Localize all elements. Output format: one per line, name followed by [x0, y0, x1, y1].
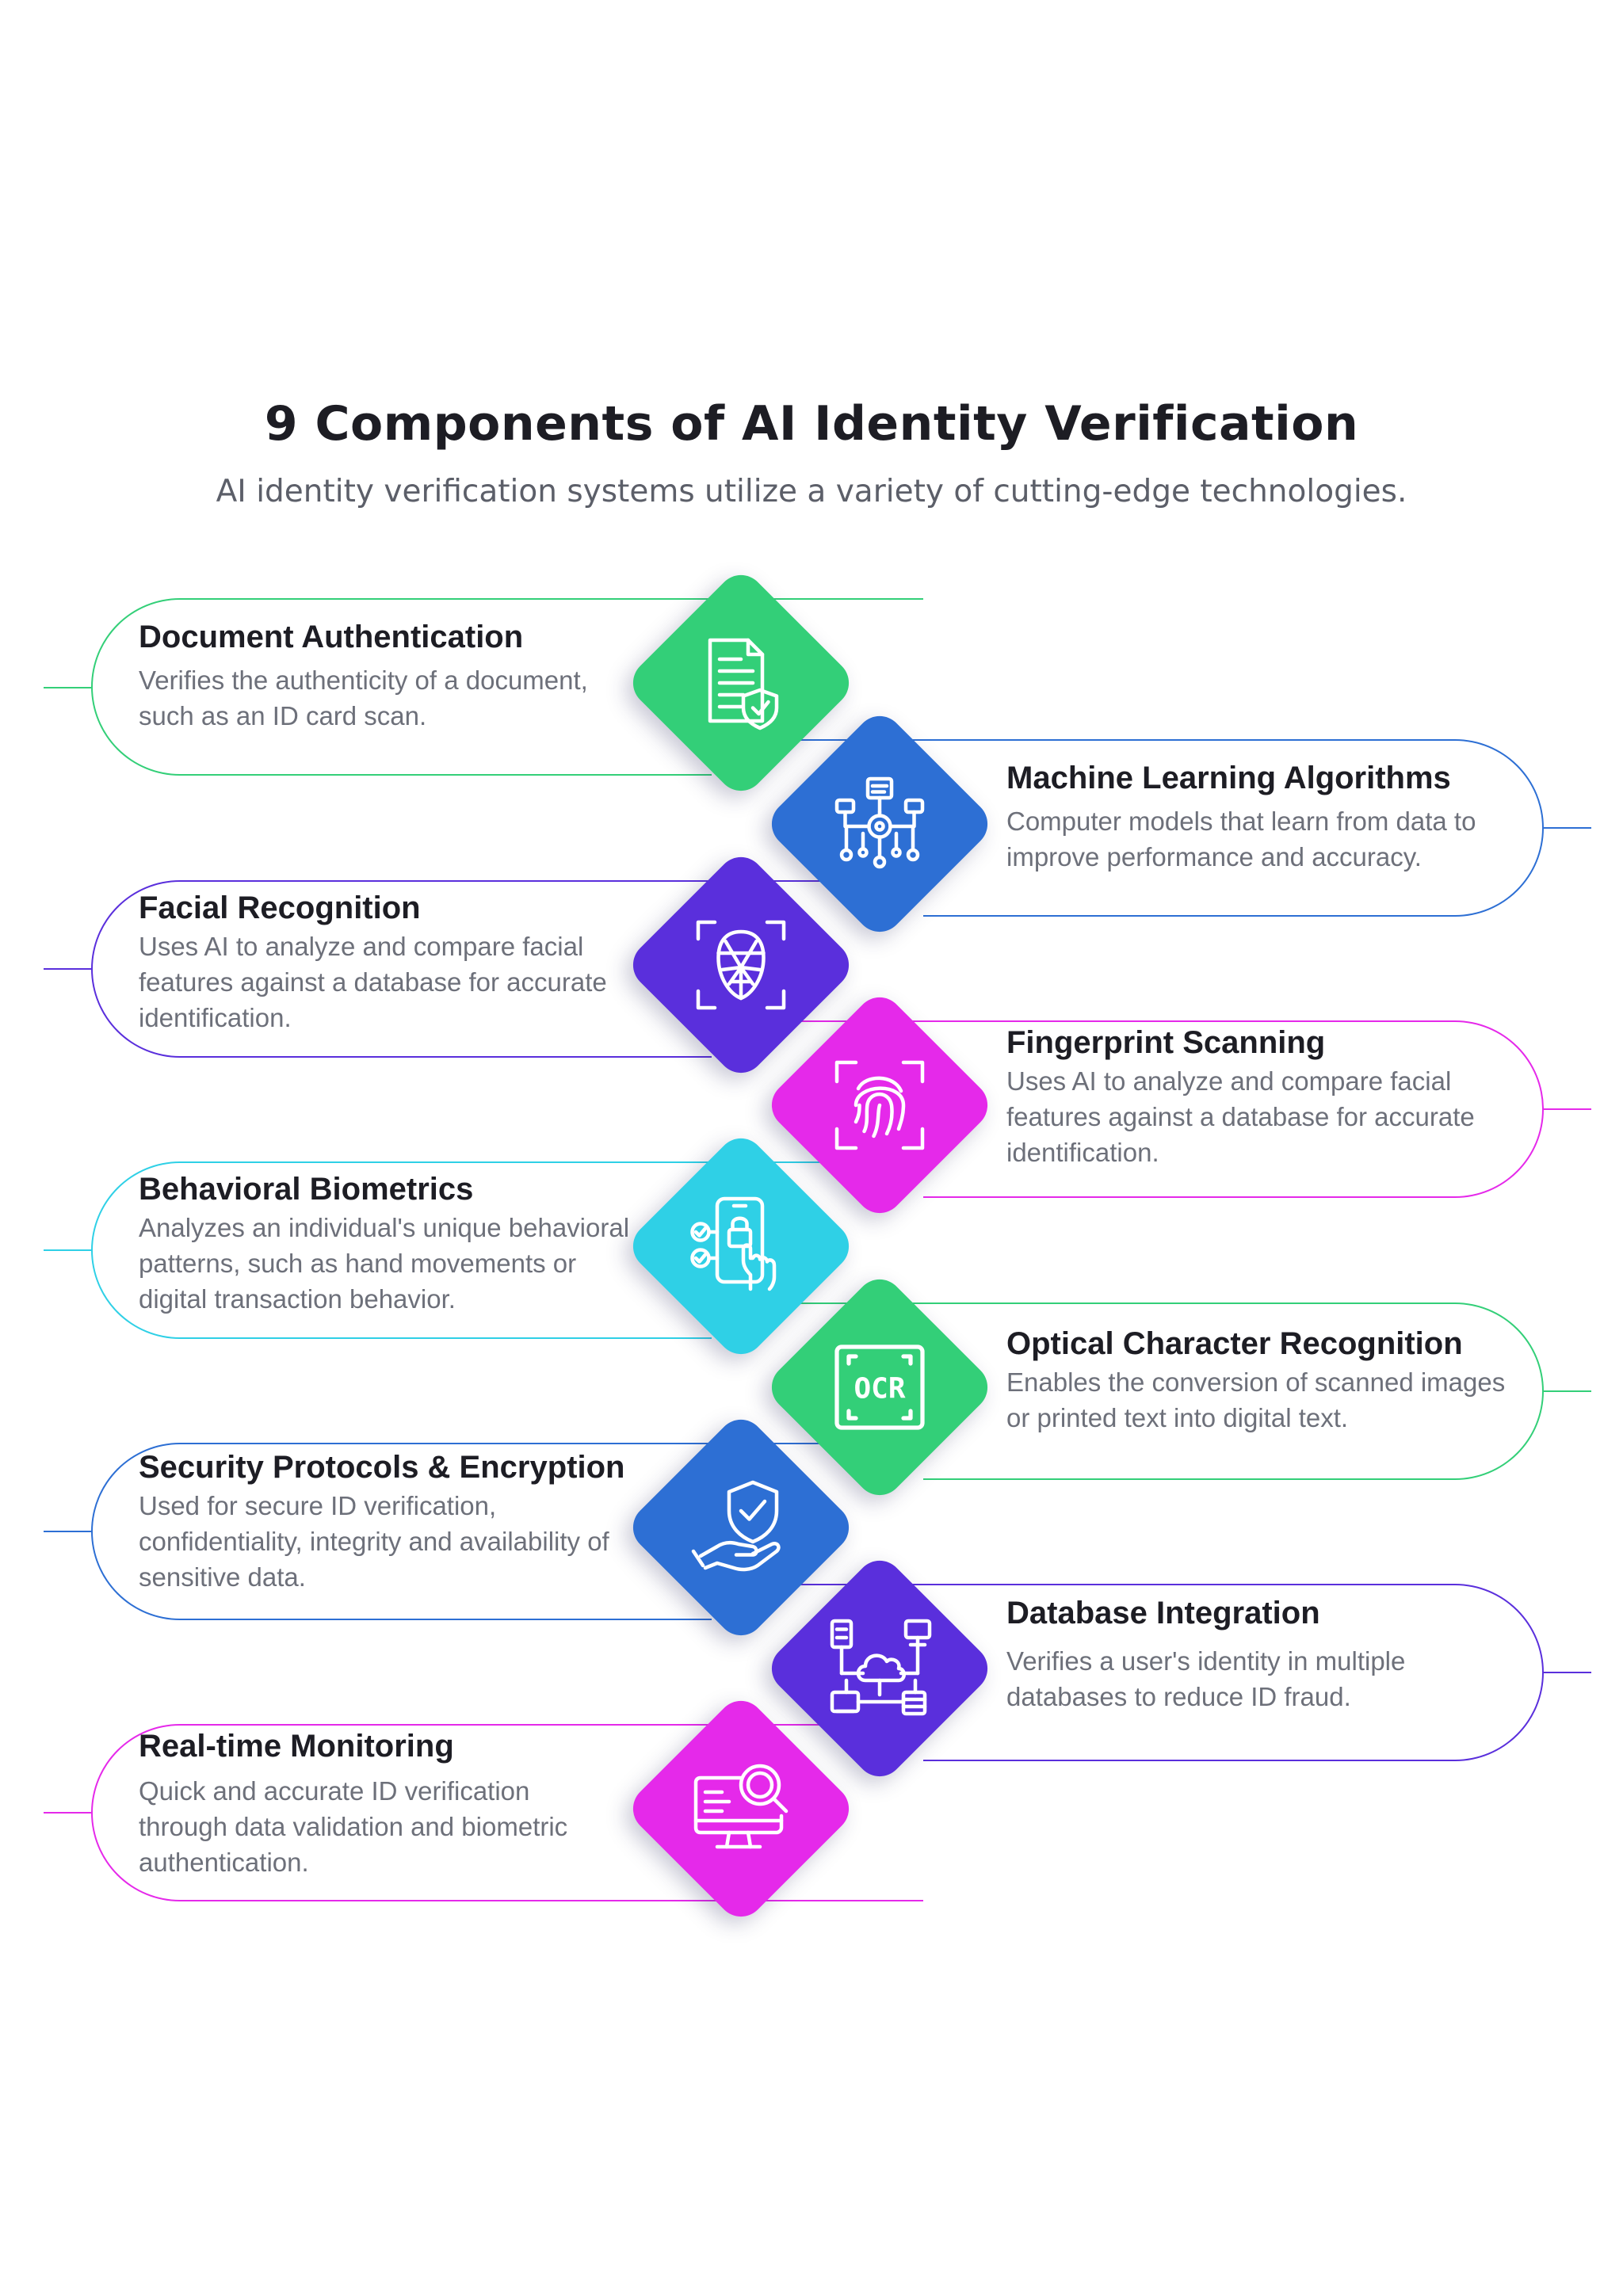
phone-touch-icon [682, 1187, 800, 1306]
item-title: Fingerprint Scanning [1006, 1025, 1326, 1060]
document-shield-icon [682, 624, 800, 742]
item-description: Verifies a user's identity in multiple databases to reduce ID fraud. [1006, 1646, 1406, 1711]
item-title: Real-time Monitoring [139, 1729, 454, 1764]
page-title: 9 Components of AI Identity Verification [264, 396, 1359, 452]
connector-line [1544, 827, 1591, 829]
item-title: Behavioral Biometrics [139, 1172, 474, 1207]
fingerprint-icon [820, 1046, 939, 1165]
face-scan-icon [682, 906, 800, 1024]
page-subtitle: AI identity verification systems utilize a variety of cutting-edge technologies. [216, 474, 1407, 509]
item-description: Quick and accurate ID verification through data validation and biometric authentication. [139, 1776, 568, 1877]
item-description: Uses AI to analyze and compare facial features against a database for accurate identification. [1006, 1066, 1475, 1167]
connector-line [1544, 1108, 1591, 1110]
item-text-database-integration [1006, 1594, 1514, 1714]
item-text-document-authentication [139, 618, 646, 734]
item-text-optical-character-recognition [1006, 1325, 1514, 1436]
algorithm-network-icon [820, 765, 939, 883]
cloud-database-icon [820, 1609, 939, 1728]
item-text-fingerprint-scanning [1006, 1024, 1514, 1170]
item-description: Enables the conversion of scanned images or printed text into digital text. [1006, 1367, 1506, 1432]
connector-line [44, 968, 91, 970]
item-text-machine-learning-algorithms [1006, 759, 1514, 875]
connector-line [44, 687, 91, 688]
hand-shield-icon [682, 1468, 800, 1587]
item-title: Machine Learning Algorithms [1006, 761, 1451, 795]
item-title: Document Authentication [139, 620, 524, 654]
item-description: Analyzes an individual's unique behavioral patterns, such as hand movements or digital transaction behavior. [139, 1213, 630, 1314]
item-description: Computer models that learn from data to improve performance and accuracy. [1006, 807, 1476, 871]
connector-line [44, 1249, 91, 1251]
svg-text:OCR: OCR [854, 1372, 906, 1405]
item-title: Security Protocols & Encryption [139, 1450, 625, 1485]
connector-line [1544, 1672, 1591, 1673]
item-description: Uses AI to analyze and compare facial features against a database for accurate identification. [139, 932, 607, 1032]
item-description: Verifies the authenticity of a document, such as an ID card scan. [139, 666, 588, 730]
item-text-real-time-monitoring [139, 1727, 646, 1880]
monitor-search-icon [682, 1749, 800, 1868]
item-title: Optical Character Recognition [1006, 1326, 1463, 1361]
item-title: Facial Recognition [139, 891, 421, 925]
item-title: Database Integration [1006, 1596, 1320, 1630]
item-description: Used for secure ID verification, confidentiality, integrity and availability of sensitive data. [139, 1491, 609, 1592]
connector-line [1544, 1390, 1591, 1392]
item-text-behavioral-biometrics [139, 1170, 646, 1317]
connector-line [44, 1531, 91, 1532]
ocr-icon [820, 1328, 939, 1447]
connector-line [44, 1812, 91, 1814]
item-text-facial-recognition [139, 889, 646, 1035]
item-text-security-protocols [139, 1448, 646, 1595]
